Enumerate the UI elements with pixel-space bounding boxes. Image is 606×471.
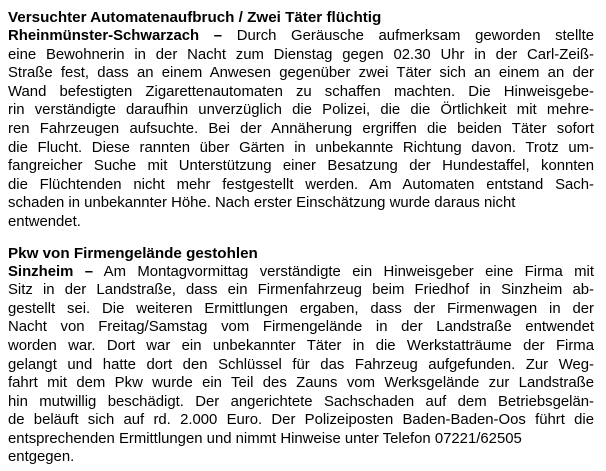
article-first-line-text: Durch Geräusche aufmerksam geworden stellte [222, 28, 595, 44]
article-line: die Flucht. Diese rannten über Gärten in unbekannte Richtung davon. Trotz um- [8, 139, 594, 156]
article-line: Straße fest, dass an einem Anwesen gegenüber zwei Täter sich an einem an der [8, 65, 594, 82]
article-line: Sitz in der Landstraße, dass ein Firmenfahrzeug beim Friedhof in Sinzheim ab- [8, 282, 594, 299]
article-line: fangreicher Suche mit Unterstützung einer Besatzung der Hundestaffel, konnten [8, 158, 594, 175]
article-automatenaufbruch [8, 9, 600, 232]
article-line: entgegen. [8, 449, 75, 466]
article-line: entwendet. [8, 213, 81, 230]
article-line: gestellt sei. Die weiteren Ermittlungen ergaben, dass der Firmenwagen in der [8, 300, 594, 317]
article-place: Sinzheim – [8, 263, 94, 280]
article-line: die Flüchtenden nicht mehr festgestellt werden. Am Automaten entstand Sach- [8, 176, 594, 193]
article-line: gelangt und hatte dort den Schlüssel für das Fahrzeug aufgefunden. Zur Weg- [8, 356, 594, 373]
article-line: entsprechenden Ermittlungen und nimmt Hinweise unter Telefon 07221/62505 [8, 430, 522, 447]
article-first-line [8, 27, 594, 46]
article-line: fahrt mit dem Pkw wurde ein Teil des Zauns vom Werksgelände zur Landstraße [8, 375, 594, 392]
article-headline: Pkw von Firmengelände gestohlen [8, 244, 258, 262]
article-line: ren Fahrzeugen aufsuchte. Bei der Annäherung ergriffen die beiden Täter sofort [8, 120, 594, 137]
article-first-line-text: Am Montagvormittag verständigte ein Hinweisgeber eine Firma mit [93, 263, 594, 280]
article-pkw-gestohlen [8, 245, 600, 468]
article-line: de beläuft sich auf rd. 2.000 Euro. Der Polizeiposten Baden-Baden-Oos führt die [8, 412, 594, 429]
article-line: schaden in unbekannter Höhe. Nach erster Einschätzung wurde daraus nicht [8, 195, 516, 212]
article-line: rin verständigte daraufhin unverzüglich die Polizei, die die Örtlichkeit mit mehre- [8, 102, 594, 119]
article-line: worden war. Dort war ein unbekannter Täter in die Werkstatträume der Firma [8, 337, 594, 354]
article-line: Wand befestigten Zigarettenautomaten zu schaffen machten. Die Hinweisgebe- [8, 83, 594, 100]
article-headline: Versuchter Automatenaufbruch / Zwei Täter flüchtig [8, 9, 382, 26]
article-line: eine Bewohnerin in der Nacht zum Dienstag gegen 02.30 Uhr in der Carl-Zeiß- [8, 46, 594, 63]
article-line: hin mutwillig beschädigt. Der angerichtete Sachschaden auf dem Betriebsgelän- [8, 393, 594, 410]
article-first-line [8, 263, 594, 282]
article-line: Nacht von Freitag/Samstag vom Firmengelände in der Landstraße entwendet [8, 319, 594, 336]
article-place: Rheinmünster-Schwarzach – [8, 28, 223, 44]
